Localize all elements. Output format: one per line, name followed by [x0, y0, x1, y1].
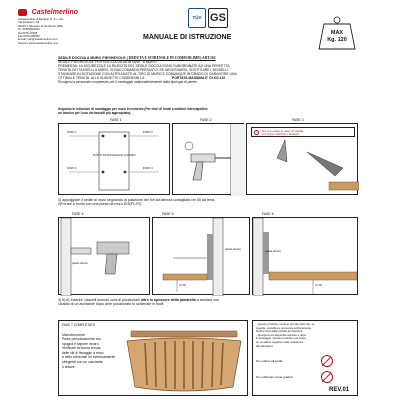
note-line: - Questo prodotto contiene piccole parti che, se	[256, 322, 315, 326]
steps-intro-line2: un tecnico per l'uso dei tasselli più appropriato)	[58, 111, 131, 115]
maintenance-title: Manutenzione:	[62, 333, 86, 337]
maintenance-line: spugna e sapone neutro.	[62, 341, 100, 346]
no-standing-sign-icon	[321, 355, 333, 367]
phase5-drawing	[153, 218, 251, 296]
step1-line2: 2)Forare a fondo con una punta da muro Ø 8(F1-F2)	[58, 202, 142, 206]
step1-line1: 1) appoggiare il sedile al muro segnando la posizione dei fori ad altezza consigliata cm 50 da terra.	[58, 198, 216, 202]
foro-label-2: FORO 2	[143, 131, 153, 134]
intro-line: PREMESSA: LA SICUREZZA E LA RIUSCITA DEL SEDILE DOCCIA SONO SUBORDINATE AD UNA PERFETTA	[58, 64, 230, 68]
warning-icon	[254, 130, 259, 135]
phase6-label: FASE 6	[262, 212, 274, 216]
company-info-line: Via Zamperin, 64	[18, 20, 40, 25]
intro-heading: SEDILE DOCCIA A MURO PIEGHEVOLE ( DEDUTA E SCHIENALE IN COMP.OR.IMP.) ART.162	[58, 56, 216, 60]
phase1-panel	[58, 123, 170, 195]
intro-note: Rivolgersi a personale competente per il montaggio indipendentemente dalla tipologia di parete.	[58, 80, 198, 84]
maintenance-lines	[62, 337, 117, 369]
notes-panel	[252, 320, 358, 396]
step4-text	[58, 298, 358, 306]
phase3-panel	[246, 123, 358, 195]
finished-seat-illustration	[123, 325, 245, 395]
phase4-panel	[58, 217, 150, 295]
company-info-line: P.I. 01800910204	[18, 27, 40, 32]
tuv-cert-icon: TÜV	[188, 8, 206, 28]
intro-line: STANDARD IN DOTAZIONE CON ALTRI ADATTI AL TIPO DI MURO E COMUNQUE IN GRADO DI GARANTIRE UNA	[58, 72, 237, 76]
phase4-drawing	[59, 218, 151, 296]
phase4-label: FASE 4	[72, 212, 84, 216]
note-line: alle abrasioni.	[256, 343, 274, 348]
gs-cert-icon: GS	[208, 8, 228, 28]
intro-line: OTTIMALE TENUTA. ALLE SUDDETTE CONDIZIONI LA	[58, 76, 145, 80]
phase2-panel	[172, 123, 244, 195]
phase5-height-label: cm 50	[179, 284, 187, 287]
maintenance-line: Verificare la buona tenuta	[62, 346, 101, 351]
notes-lines	[256, 323, 356, 348]
note-line: il montaggio. Questo prodotto può avere	[256, 336, 306, 341]
phase6-drawing	[253, 218, 359, 296]
foro-label-1: FORO 1	[67, 131, 77, 134]
phase2-label: FASE 2	[200, 118, 212, 122]
phase7-panel	[58, 320, 248, 396]
logo-mark-icon	[18, 9, 27, 16]
maintenance-line: delle viti di fissaggio a muro	[62, 350, 104, 355]
maintenance-line: Pulire periodicamente con	[62, 337, 102, 341]
phase7-label: FASE 7 COMPLETATO	[62, 323, 96, 327]
manual-title: MANUALE DI ISTRUZIONE	[143, 34, 232, 41]
phase1-label: FASE 1	[110, 118, 122, 122]
company-info-line: Tel.0376.47598	[18, 30, 38, 35]
intro-section	[58, 56, 358, 84]
sign1-caption: Non salire sul sedile	[256, 359, 283, 363]
note-line: - Sporgenti e/o appuntite durante e dopo	[256, 332, 307, 337]
steps-intro-line1: Seguono le istruzioni di montaggio per muro in cemento (Per muri di forati a muttoni intercapedine	[58, 107, 208, 111]
no-step-sign-icon	[321, 371, 333, 383]
company-info-line: E-mail: info@castelmerlino.com	[18, 37, 58, 42]
step4-line2: l'ausilio di un avvitatore dopo aver posizionato lo schienale in filo/it.	[58, 302, 165, 306]
note-line: ingerite, potrebbero provocare soffocamento.	[256, 325, 312, 330]
weight-max: MAX	[330, 30, 344, 36]
warning-line2: con fresine elettriche o abrasive!	[262, 133, 300, 136]
maintenance-line: stringerle con un cacciavite	[62, 359, 103, 364]
maintenance-block	[62, 333, 117, 369]
intro-line: TENUTA DEI TASSELLI A MURO. SI RACCOMANDA PERTANTO, SE NECESSARIO, SOSTITUIRE I TASSELLI	[58, 68, 228, 72]
step1-text	[58, 198, 358, 206]
phase5-label: FASE 5	[162, 212, 174, 216]
maintenance-line: o chiave.	[62, 364, 76, 369]
step4-line1: 4) 5) 6) Inserire i tasselli avendo cura di posizionarli oltre lo spessore della piastrella a avvitare con	[58, 298, 220, 302]
phase6-wall-label: parete doccia	[265, 250, 281, 253]
phase5-panel	[152, 217, 250, 295]
foro-label-3: FORO 3	[67, 167, 77, 170]
weight-icon	[318, 16, 356, 50]
intro-load-line: PORTATA MASSIMA E' DI KG.110	[172, 76, 226, 80]
logo	[18, 8, 78, 17]
sign2-caption: Non utilizzare come gradino	[256, 375, 294, 379]
weight-value: Kg. 120	[327, 37, 347, 43]
phase6-panel	[252, 217, 358, 295]
intro-subheading: SEDILE PIEGHEVOLE PER DOCCIA DA MONTARE "A MURO"	[58, 60, 158, 64]
company-info-line: Fax.0376.299550	[18, 34, 40, 39]
phase4-wall-label: parete doccia	[72, 262, 88, 265]
company-info-line: Internet: www.castelmerlino.com	[18, 40, 59, 45]
phase6-height-label: cm 50	[315, 284, 323, 287]
no-chisel-illustration	[247, 138, 359, 196]
company-info-line: 46010 S.Silvestro di Curtatone (MN)	[18, 23, 63, 28]
steps-intro	[58, 107, 358, 115]
company-info-line: Castelmerlino di Zambon G. & c. snc	[18, 17, 64, 21]
warning-box	[251, 127, 355, 137]
foro-label-4: FORO 4	[143, 167, 153, 170]
header	[18, 8, 382, 46]
drill-illustration	[173, 124, 245, 196]
warning-line1: Da non usare in caso di scarsa	[262, 129, 304, 133]
template-label: PUNTI DI FISSAGGIO A MURO	[93, 153, 136, 157]
revision-label: REV.01	[329, 387, 350, 393]
phase5-wall-label: parete doccia	[225, 248, 241, 251]
logo-text: Castelmerlino	[31, 9, 78, 16]
note-line: se un effetto negativo sulla resistenza	[256, 339, 303, 344]
maintenance-line: e dello schienale ed eventualmente	[62, 355, 116, 360]
company-info	[18, 18, 98, 45]
note-line: Tenere fuori dalla portata dei bambini.	[256, 329, 303, 334]
phase3-label: FASE 3	[292, 118, 304, 122]
